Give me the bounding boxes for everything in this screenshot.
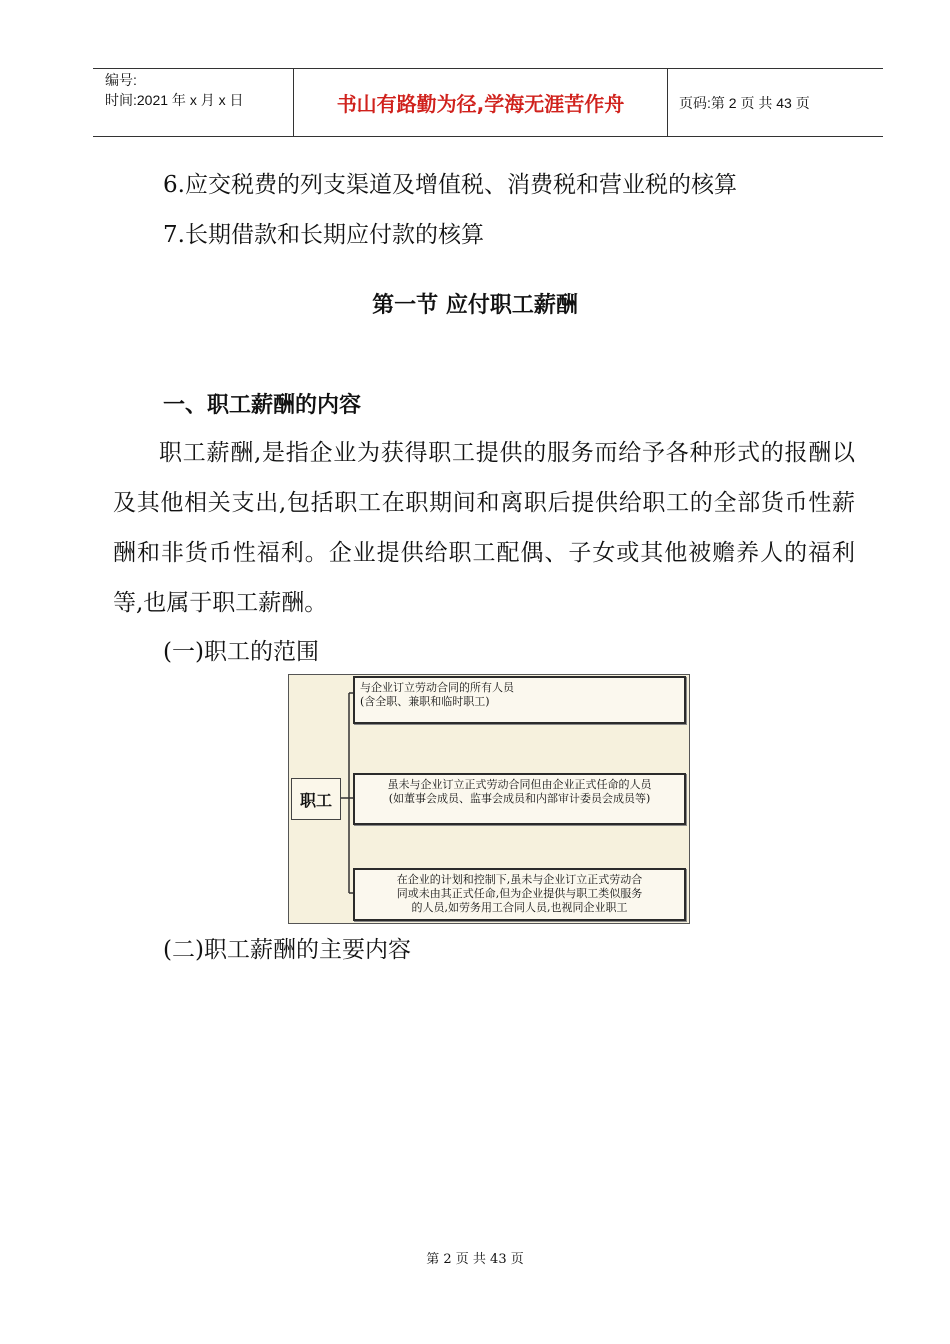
box1-line1: 与企业订立劳动合同的所有人员 xyxy=(360,681,514,694)
employee-scope-diagram xyxy=(288,674,690,924)
number-label: 编号: xyxy=(105,72,137,88)
diagram-box-service-staff xyxy=(353,868,686,921)
item2-title: (二)职工薪酬的主要内容 xyxy=(163,937,411,963)
section-title: 第一节 应付职工薪酬 xyxy=(372,293,578,318)
page-footer: 第 2 页 共 43 页 xyxy=(426,1252,524,1267)
box3-line2: 同或未由其正式任命,但为企业提供与职工类似服务 xyxy=(396,887,643,900)
header-page-info: 页码:第 2 页 共 43 页 xyxy=(679,94,810,111)
diagram-box-appointed-staff xyxy=(353,773,686,825)
body-paragraph xyxy=(113,428,855,628)
objective-7: 7.长期借款和长期应付款的核算 xyxy=(163,222,484,248)
box3-line1: 在企业的计划和控制下,虽未与企业订立正式劳动合 xyxy=(396,873,643,886)
box2-line2: (如董事会成员、监事会成员和内部审计委员会成员等) xyxy=(388,792,651,805)
box3-line3: 的人员,如劳务用工合同人员,也视同企业职工 xyxy=(411,901,628,914)
header-motto: 书山有路勤为径,学海无涯苦作舟 xyxy=(293,69,668,136)
diagram-box-contract-staff xyxy=(353,676,686,724)
box2-line1: 虽未与企业订立正式劳动合同但由企业正式任命的人员 xyxy=(387,778,652,791)
paragraph-text: 职工薪酬,是指企业为获得职工提供的服务而给予各种形式的报酬以及其他相关支出,包括职工在职期间和离职后提供给职工的全部货币性薪酬和非货币性福利。企业提供给职工配偶、子女或其他被赡养人的福利等,也属于职工薪酬。 xyxy=(113,440,855,616)
page-header xyxy=(93,68,883,137)
diagram-root-node: 职工 xyxy=(291,778,341,820)
box1-line2: (含全职、兼职和临时职工) xyxy=(360,695,490,708)
header-meta xyxy=(93,69,293,136)
item1-title: (一)职工的范围 xyxy=(163,639,319,665)
subsection-title: 一、职工薪酬的内容 xyxy=(163,393,362,418)
objective-6: 6.应交税费的列支渠道及增值税、消费税和营业税的核算 xyxy=(163,172,737,198)
time-label: 时间:2021 年 x 月 x 日 xyxy=(105,92,244,108)
